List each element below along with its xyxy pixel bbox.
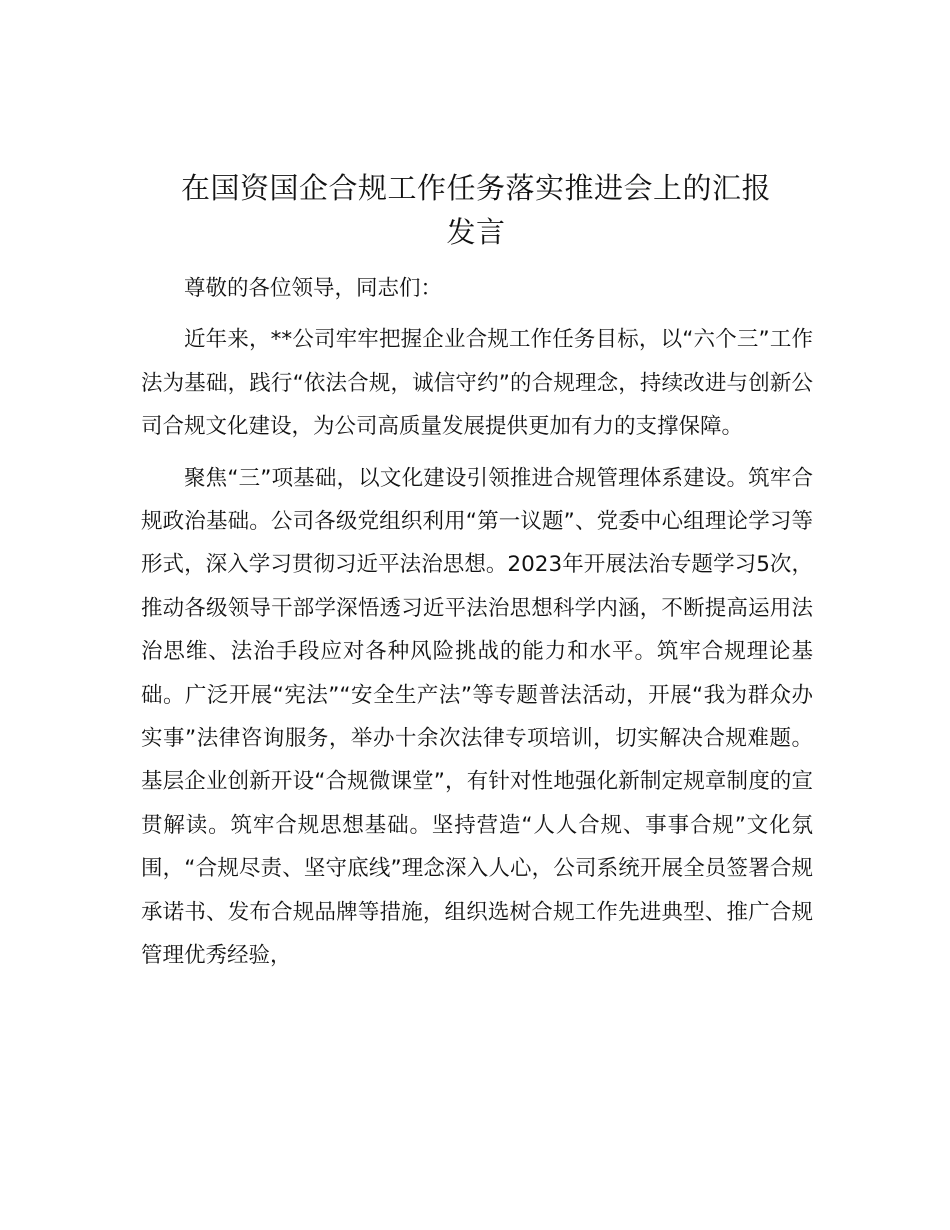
document-body	[141, 267, 813, 978]
paragraph-1: 近年来，**公司牢牢把握企业合规工作任务目标，以“六个三”工作法为基础，践行“依法合规，诚信守约”的合规理念，持续改进与创新公司合规文化建设，为公司高质量发展提供更加有力的支撑保障。	[141, 327, 813, 440]
salutation: 尊敬的各位领导，同志们：	[184, 276, 443, 301]
title-line-1: 在国资国企合规工作任务落实推进会上的汇报	[180, 171, 771, 205]
title-line-2: 发言	[446, 215, 506, 249]
paragraph-2: 聚焦“三”项基础，以文化建设引领推进合规管理体系建设。筑牢合规政治基础。公司各级党组织利用“第一议题”、党委中心组理论学习等形式，深入学习贯彻习近平法治思想。2023年开展法治专题学习5次，推动各级领导干部学深悟透习近平法治思想科学内涵，不断提高运用法治思维、法治手段应对各种风险挑战的能力和水平。筑牢合规理论基础。广泛开展“宪法”“安全生产法”等专题普法活动，开展“我为群众办实事”法律咨询服务，举办十余次法律专项培训，切实解决合规难题。基层企业创新开设“合规微课堂”，有针对性地强化新制定规章制度的宣贯解读。筑牢合规思想基础。坚持营造“人人合规、事事合规”文化氛围，“合规尽责、坚守底线”理念深入人心，公司系统开展全员签署合规承诺书、发布合规品牌等措施，组织选树合规工作先进典型、推广合规管理优秀经验，	[141, 465, 813, 969]
document-title	[140, 166, 812, 254]
